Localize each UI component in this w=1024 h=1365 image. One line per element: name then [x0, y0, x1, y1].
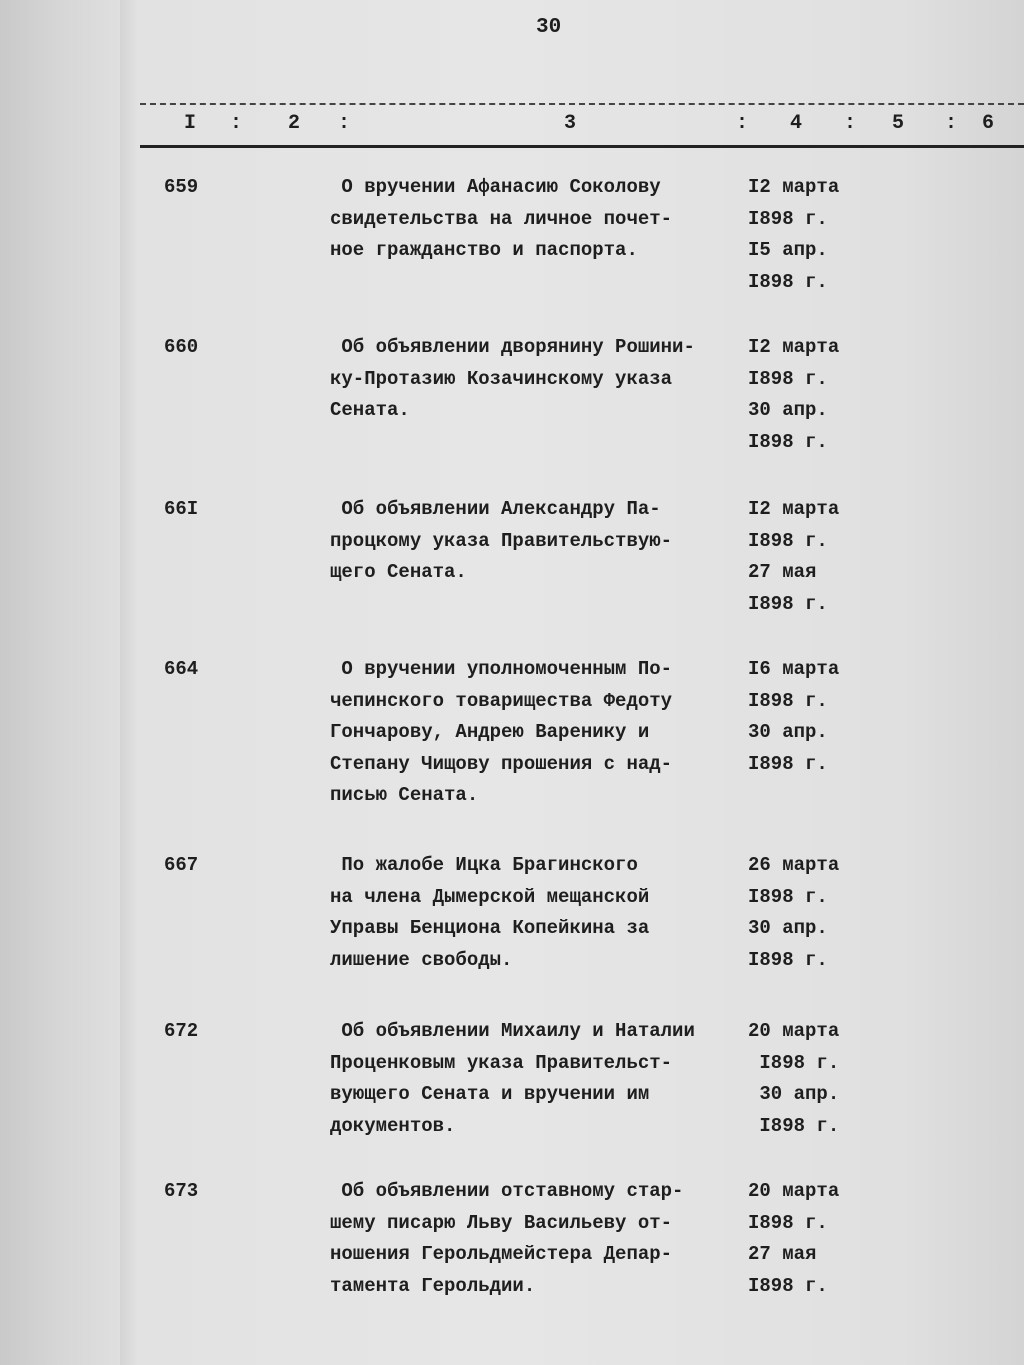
entry-description [330, 172, 672, 267]
date-line: I898 г. [748, 529, 828, 552]
date-line: I898 г. [748, 1114, 840, 1137]
date-line: I898 г. [748, 1274, 828, 1297]
date-line: I898 г. [748, 430, 828, 453]
description-line: Об объявлении отставному стар- [330, 1180, 684, 1202]
description-line: Об объявлении Александру Па- [330, 498, 661, 520]
header-dashed-rule [140, 103, 1024, 105]
date-line: 27 мая [748, 1243, 817, 1265]
description-line: писью Сената. [330, 784, 479, 806]
date-line: 27 мая [748, 561, 817, 583]
description-line: шему писарю Льву Васильеву от- [330, 1211, 673, 1234]
description-line: на члена Дымерской мещанской [330, 885, 650, 908]
description-line: Степану Чищову прошения с над- [330, 752, 673, 775]
date-line: 30 апр. [748, 721, 828, 743]
date-line: I898 г. [748, 752, 828, 775]
date-line: I2 марта [748, 336, 840, 358]
entry-description [330, 494, 672, 589]
entry-description [330, 654, 672, 812]
date-line: 26 марта [748, 854, 840, 876]
column-separator: : [338, 112, 351, 135]
entry-number: 66I [164, 498, 199, 520]
column-header-row [140, 112, 1024, 142]
description-line: вующего Сената и вручении им [330, 1083, 650, 1105]
description-line: лишение свободы. [330, 948, 513, 971]
date-line: I898 г. [748, 207, 828, 230]
page-fold-shadow [120, 0, 138, 1365]
description-line: чепинского товарищества Федоту [330, 689, 673, 712]
column-separator: : [736, 112, 749, 135]
entry-description [330, 332, 695, 427]
description-line: По жалобе Ицка Брагинского [330, 854, 638, 876]
column-separator: : [844, 112, 857, 135]
description-line: Проценковым указа Правительст- [330, 1051, 673, 1074]
description-line: О вручении уполномоченным По- [330, 658, 673, 680]
description-line: Об объявлении дворянину Рошини- [330, 336, 695, 358]
date-line: I6 марта [748, 658, 840, 680]
date-line: 30 апр. [748, 917, 828, 939]
description-line: тамента Герольдии. [330, 1274, 536, 1297]
date-line: I2 марта [748, 498, 840, 520]
column-header: 3 [564, 112, 577, 135]
column-header: 6 [982, 112, 995, 135]
date-line: I2 марта [748, 176, 840, 198]
description-line: ку-Протазию Козачинскому указа [330, 367, 673, 390]
entry-description [330, 1016, 695, 1142]
date-line: I898 г. [748, 592, 828, 615]
entry-dates [748, 654, 839, 780]
entry-number: 664 [164, 658, 199, 680]
entry-description [330, 850, 649, 976]
entry-dates [748, 332, 839, 458]
description-line: документов. [330, 1114, 456, 1137]
entry-number: 660 [164, 336, 199, 358]
date-line: 20 марта [748, 1020, 840, 1042]
date-line: I898 г. [748, 1051, 840, 1074]
column-header: I [184, 112, 197, 135]
date-line: I898 г. [748, 270, 828, 293]
entry-dates [748, 172, 839, 298]
entry-number: 672 [164, 1020, 199, 1042]
description-line: ношения Герольдмейстера Депар- [330, 1243, 673, 1265]
entry-number: 673 [164, 1180, 199, 1202]
description-line: Управы Бенциона Копейкина за [330, 917, 650, 939]
column-header: 5 [892, 112, 905, 135]
entry-dates [748, 1176, 839, 1302]
entry-dates [748, 850, 839, 976]
entry-number: 667 [164, 854, 199, 876]
date-line: 30 апр. [748, 399, 828, 421]
column-separator: : [945, 112, 958, 135]
page-number: 30 [536, 16, 562, 39]
date-line: I898 г. [748, 885, 828, 908]
entry-dates [748, 494, 839, 620]
column-header: 4 [790, 112, 803, 135]
date-line: I898 г. [748, 1211, 828, 1234]
entry-description [330, 1176, 683, 1302]
date-line: I898 г. [748, 689, 828, 712]
date-line: I898 г. [748, 367, 828, 390]
date-line: 20 марта [748, 1180, 840, 1202]
entry-dates [748, 1016, 839, 1142]
description-line: ное гражданство и паспорта. [330, 239, 638, 261]
column-separator: : [230, 112, 243, 135]
description-line: Сената. [330, 399, 410, 421]
entry-number: 659 [164, 176, 199, 198]
date-line: I898 г. [748, 948, 828, 971]
description-line: щего Сената. [330, 561, 467, 583]
header-solid-rule [140, 145, 1024, 148]
description-line: Гончарову, Андрею Варенику и [330, 721, 650, 743]
description-line: О вручении Афанасию Соколову [330, 176, 661, 198]
date-line: 30 апр. [748, 1083, 840, 1105]
description-line: Об объявлении Михаилу и Наталии [330, 1020, 695, 1042]
column-header: 2 [288, 112, 301, 135]
description-line: свидетельства на личное почет- [330, 207, 673, 230]
description-line: процкому указа Правительствую- [330, 529, 673, 552]
date-line: I5 апр. [748, 239, 828, 261]
